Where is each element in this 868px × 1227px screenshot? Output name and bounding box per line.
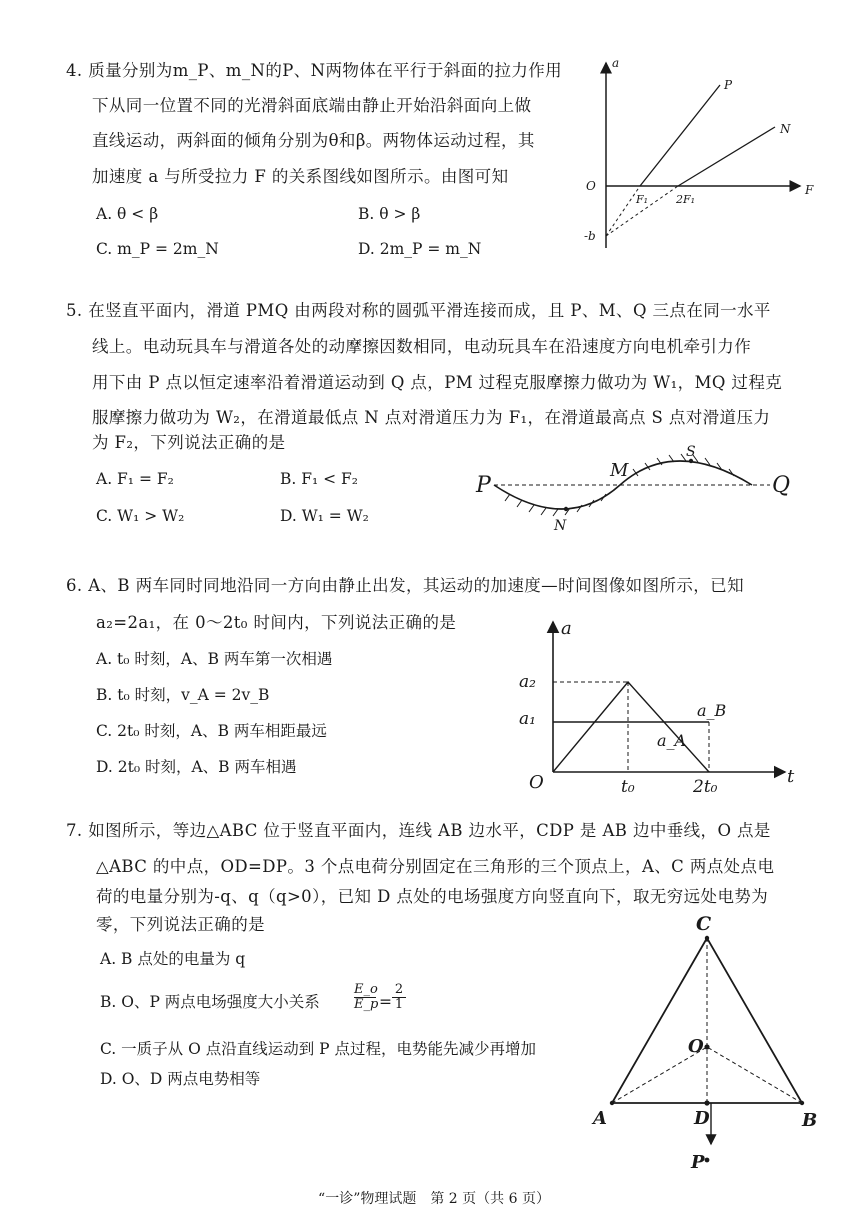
q4-label-2f1: 2F₁ bbox=[676, 193, 696, 206]
q5-option-b: B. F₁ < F₂ bbox=[280, 470, 359, 488]
q6-line-2: a₂=2a₁，在 0～2t₀ 时间内，下列说法正确的是 bbox=[96, 613, 457, 632]
q5-line-1: 5. 在竖直平面内，滑道 PMQ 由两段对称的圆弧平滑连接而成，且 P、M、Q 三点在同一水平 bbox=[66, 301, 771, 320]
q5-option-c: C. W₁ > W₂ bbox=[96, 507, 185, 525]
q5-line-3: 用下由 P 点以恒定速率沿着滑道运动到 Q 点，PM 过程克服摩擦力做功为 W₁，MQ 过程克 bbox=[92, 373, 783, 392]
q5-line-2: 线上。电动玩具车与滑道各处的动摩擦因数相同，电动玩具车在沿速度方向电机牵引力作 bbox=[92, 337, 752, 356]
q4-line-p bbox=[640, 85, 720, 186]
q6-line-1: 6. A、B 两车同时同地沿同一方向由静止出发，其运动的加速度—时间图像如图所示，已知 bbox=[66, 576, 744, 595]
q4-option-a: A. θ < β bbox=[96, 205, 159, 223]
q7-line-1: 7. 如图所示，等边△ABC 位于竖直平面内，连线 AB 边水平，CDP 是 AB 边中垂线，O 点是 bbox=[66, 821, 771, 840]
q7-label-b: B bbox=[802, 1110, 818, 1131]
q5-option-a: A. F₁ = F₂ bbox=[96, 470, 174, 488]
q7-point-d bbox=[704, 1100, 709, 1105]
q5-point-n bbox=[564, 507, 568, 511]
q7-label-a: A bbox=[593, 1108, 607, 1129]
q5-line-5: 为 F₂，下列说法正确的是 bbox=[92, 433, 286, 452]
q4-line-n bbox=[678, 127, 775, 186]
q7-option-c: C. 一质子从 O 点沿直线运动到 P 点过程，电势能先减少再增加 bbox=[100, 1040, 537, 1058]
q7-label-p: P bbox=[691, 1152, 705, 1173]
q4-line-1: 4. 质量分别为m_P、m_N的P、N两物体在平行于斜面的拉力作用 bbox=[66, 61, 563, 80]
q4-line-2: 下从同一位置不同的光滑斜面底端由静止开始沿斜面向上做 bbox=[92, 96, 532, 115]
q4-figure bbox=[580, 55, 820, 255]
q4-option-c: C. m_P = 2m_N bbox=[96, 240, 219, 258]
q7-point-o bbox=[704, 1044, 709, 1049]
q7-option-a: A. B 点处的电量为 q bbox=[100, 950, 246, 968]
q7-frac-right-den: 1 bbox=[394, 997, 404, 1012]
q5-option-d: D. W₁ = W₂ bbox=[280, 507, 369, 525]
q4-label-b: -b bbox=[584, 229, 596, 243]
q4-option-d: D. 2m_P = m_N bbox=[358, 240, 482, 258]
q7-option-b: B. O、P 两点电场强度大小关系 bbox=[100, 993, 320, 1011]
page-footer: “一诊”物理试题 第 2 页（共 6 页） bbox=[318, 1191, 550, 1207]
q4-line-3: 直线运动，两斜面的倾角分别为θ和β。两物体运动过程，其 bbox=[92, 131, 535, 150]
q7-frac-left-den: E_p bbox=[354, 997, 379, 1012]
q7-option-d: D. O、D 两点电势相等 bbox=[100, 1070, 261, 1088]
q6-option-d: D. 2t₀ 时刻，A、B 两车相遇 bbox=[96, 758, 297, 776]
q5-label-p: P bbox=[476, 473, 491, 498]
q7-line-4: 零，下列说法正确的是 bbox=[96, 915, 265, 934]
q5-figure bbox=[470, 444, 810, 538]
q7-frac-right-num: 2 bbox=[392, 983, 406, 998]
q4-option-b: B. θ > β bbox=[358, 205, 421, 223]
q5-hatch-lower bbox=[505, 494, 606, 516]
q5-label-q: Q bbox=[772, 473, 791, 498]
q7-point-c bbox=[705, 936, 709, 940]
q4-label-n: N bbox=[780, 122, 791, 136]
q7-figure bbox=[590, 908, 830, 1178]
q4-line-4: 加速度 a 与所受拉力 F 的关系图线如图所示。由图可知 bbox=[92, 167, 509, 186]
q6-option-b: B. t₀ 时刻，v_A = 2v_B bbox=[96, 686, 270, 704]
q7-label-d: D bbox=[694, 1108, 710, 1129]
q4-line-p-dashed bbox=[606, 186, 640, 236]
q7-label-c: C bbox=[696, 913, 712, 935]
q4-label-o: O bbox=[586, 179, 596, 193]
q6-label-2t0: 2t₀ bbox=[693, 777, 718, 797]
q6-label-t0: t₀ bbox=[621, 777, 635, 797]
q6-label-t: t bbox=[787, 766, 795, 787]
q7-fraction-left bbox=[354, 982, 379, 1012]
q7-label-o: O bbox=[688, 1036, 704, 1057]
q5-line-4: 服摩擦力做功为 W₂，在滑道最低点 N 点对滑道压力为 F₁，在滑道最高点 S 点对滑道压力 bbox=[92, 408, 771, 427]
q7-frac-eq: = bbox=[379, 993, 392, 1011]
q4-label-f1: F₁ bbox=[636, 193, 649, 206]
q6-label-a: a bbox=[561, 618, 572, 639]
q7-line-2: △ABC 的中点，OD=DP。3 个点电荷分别固定在三角形的三个顶点上，A、C 两点处点电 bbox=[96, 857, 775, 876]
q6-label-a2: a₂ bbox=[519, 672, 536, 692]
q4-label-f: F bbox=[805, 183, 814, 197]
q6-label-aa: a_A bbox=[657, 731, 687, 750]
q6-line-a bbox=[553, 682, 709, 772]
q5-label-s: S bbox=[686, 444, 696, 460]
q7-point-p bbox=[705, 1158, 710, 1163]
q6-figure bbox=[515, 612, 815, 812]
q7-point-a bbox=[610, 1101, 614, 1105]
q6-option-c: C. 2t₀ 时刻，A、B 两车相距最远 bbox=[96, 722, 327, 740]
q6-label-ab: a_B bbox=[697, 701, 727, 720]
q6-option-a: A. t₀ 时刻，A、B 两车第一次相遇 bbox=[96, 650, 333, 668]
q7-point-b bbox=[800, 1101, 804, 1105]
q4-label-a: a bbox=[612, 56, 620, 70]
q6-label-o: O bbox=[529, 772, 544, 793]
q6-label-a1: a₁ bbox=[519, 709, 536, 729]
q5-hatch-upper bbox=[633, 454, 734, 476]
q7-fraction-right bbox=[392, 983, 406, 1012]
q7-line-3: 荷的电量分别为-q、q（q>0），已知 D 点处的电场强度方向竖直向下，取无穷远处电势为 bbox=[96, 887, 769, 906]
q7-line-bo bbox=[707, 1047, 802, 1103]
q4-label-p: P bbox=[724, 78, 733, 92]
q7-frac-left-num: E_o bbox=[354, 982, 378, 997]
q5-label-n: N bbox=[554, 518, 567, 534]
q5-label-m: M bbox=[610, 460, 629, 481]
